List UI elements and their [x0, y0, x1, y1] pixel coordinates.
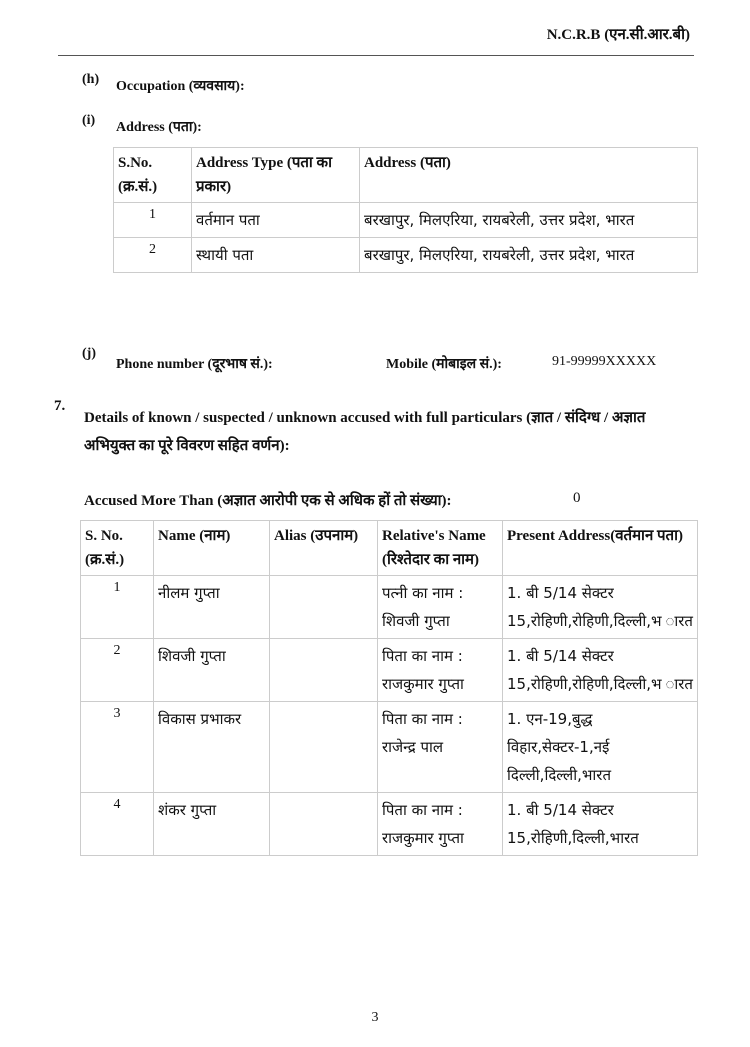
- mobile-value: 91-99999XXXXX: [552, 354, 657, 369]
- phone-label: Phone number (दूरभाष सं.):: [116, 357, 273, 372]
- row-address-type: स्थायी पता: [192, 238, 360, 273]
- page-number: 3: [371, 1010, 379, 1025]
- row-name: नीलम गुप्ता: [154, 576, 270, 639]
- row-address: 1. एन-19,बुद्ध विहार,सेक्टर-1,नई दिल्ली,दिल्ली,भारत: [503, 702, 698, 793]
- table-row: [114, 203, 698, 238]
- row-address-type: वर्तमान पता: [192, 203, 360, 238]
- table-row: [81, 576, 698, 639]
- occupation-label: Occupation (व्यवसाय):: [116, 79, 245, 94]
- row-relative: पत्नी का नाम : शिवजी गुप्ता: [378, 576, 503, 639]
- row-address: बरखापुर, मिलएरिया, रायबरेली, उत्तर प्रदेश, भारत: [360, 238, 698, 273]
- row-sno: 3: [81, 702, 154, 793]
- phone-marker: (j): [82, 346, 96, 361]
- page-header: N.C.R.B (एन.सी.आर.बी): [546, 27, 690, 43]
- table-row: [114, 238, 698, 273]
- row-relative: पिता का नाम : राजेन्द्र पाल: [378, 702, 503, 793]
- col-alias: Alias (उपनाम): [270, 521, 378, 576]
- row-address: 1. बी 5/14 सेक्टर 15,रोहिणी,रोहिणी,दिल्ली,भ ारत: [503, 639, 698, 702]
- section-heading: Details of known / suspected / unknown accused with full particulars (ज्ञात / संदिग्ध / अज्ञात अभियुक्त का पूरे विवरण सहित वर्णन):: [84, 410, 646, 454]
- row-sno: 1: [114, 203, 192, 238]
- row-address: 1. बी 5/14 सेक्टर 15,रोहिणी,रोहिणी,दिल्ली,भ ारत: [503, 576, 698, 639]
- col-sno: S. No. (क्र.सं.): [81, 521, 154, 576]
- accused-more-label: Accused More Than (अज्ञात आरोपी एक से अधिक हों तो संख्या):: [84, 493, 452, 509]
- row-relative: पिता का नाम : राजकुमार गुप्ता: [378, 793, 503, 856]
- col-address-type: Address Type (पता का प्रकार): [192, 148, 360, 203]
- row-sno: 1: [81, 576, 154, 639]
- header-divider: [58, 55, 694, 56]
- section-number: 7.: [54, 398, 66, 414]
- address-marker: (i): [82, 113, 96, 128]
- col-relative: Relative's Name (रिश्तेदार का नाम): [378, 521, 503, 576]
- mobile-label: Mobile (मोबाइल सं.):: [386, 357, 502, 372]
- accused-table: [80, 520, 698, 856]
- row-name: शिवजी गुप्ता: [154, 639, 270, 702]
- table-row: [81, 702, 698, 793]
- table-row: [81, 639, 698, 702]
- address-label: Address (पता):: [116, 120, 202, 135]
- accused-table-header: [81, 521, 698, 576]
- row-address: बरखापुर, मिलएरिया, रायबरेली, उत्तर प्रदेश, भारत: [360, 203, 698, 238]
- row-alias: [270, 576, 378, 639]
- row-sno: 4: [81, 793, 154, 856]
- row-relative: पिता का नाम : राजकुमार गुप्ता: [378, 639, 503, 702]
- row-sno: 2: [114, 238, 192, 273]
- row-alias: [270, 793, 378, 856]
- occupation-marker: (h): [82, 72, 100, 87]
- col-present-address: Present Address(वर्तमान पता): [503, 521, 698, 576]
- row-alias: [270, 639, 378, 702]
- row-sno: 2: [81, 639, 154, 702]
- col-sno: S.No. (क्र.सं.): [114, 148, 192, 203]
- address-table: [113, 147, 698, 273]
- col-address: Address (पता): [360, 148, 698, 203]
- row-name: शंकर गुप्ता: [154, 793, 270, 856]
- table-row: [81, 793, 698, 856]
- row-address: 1. बी 5/14 सेक्टर 15,रोहिणी,दिल्ली,भारत: [503, 793, 698, 856]
- address-table-header: [114, 148, 698, 203]
- row-alias: [270, 702, 378, 793]
- row-name: विकास प्रभाकर: [154, 702, 270, 793]
- col-name: Name (नाम): [154, 521, 270, 576]
- accused-more-value: 0: [573, 490, 581, 506]
